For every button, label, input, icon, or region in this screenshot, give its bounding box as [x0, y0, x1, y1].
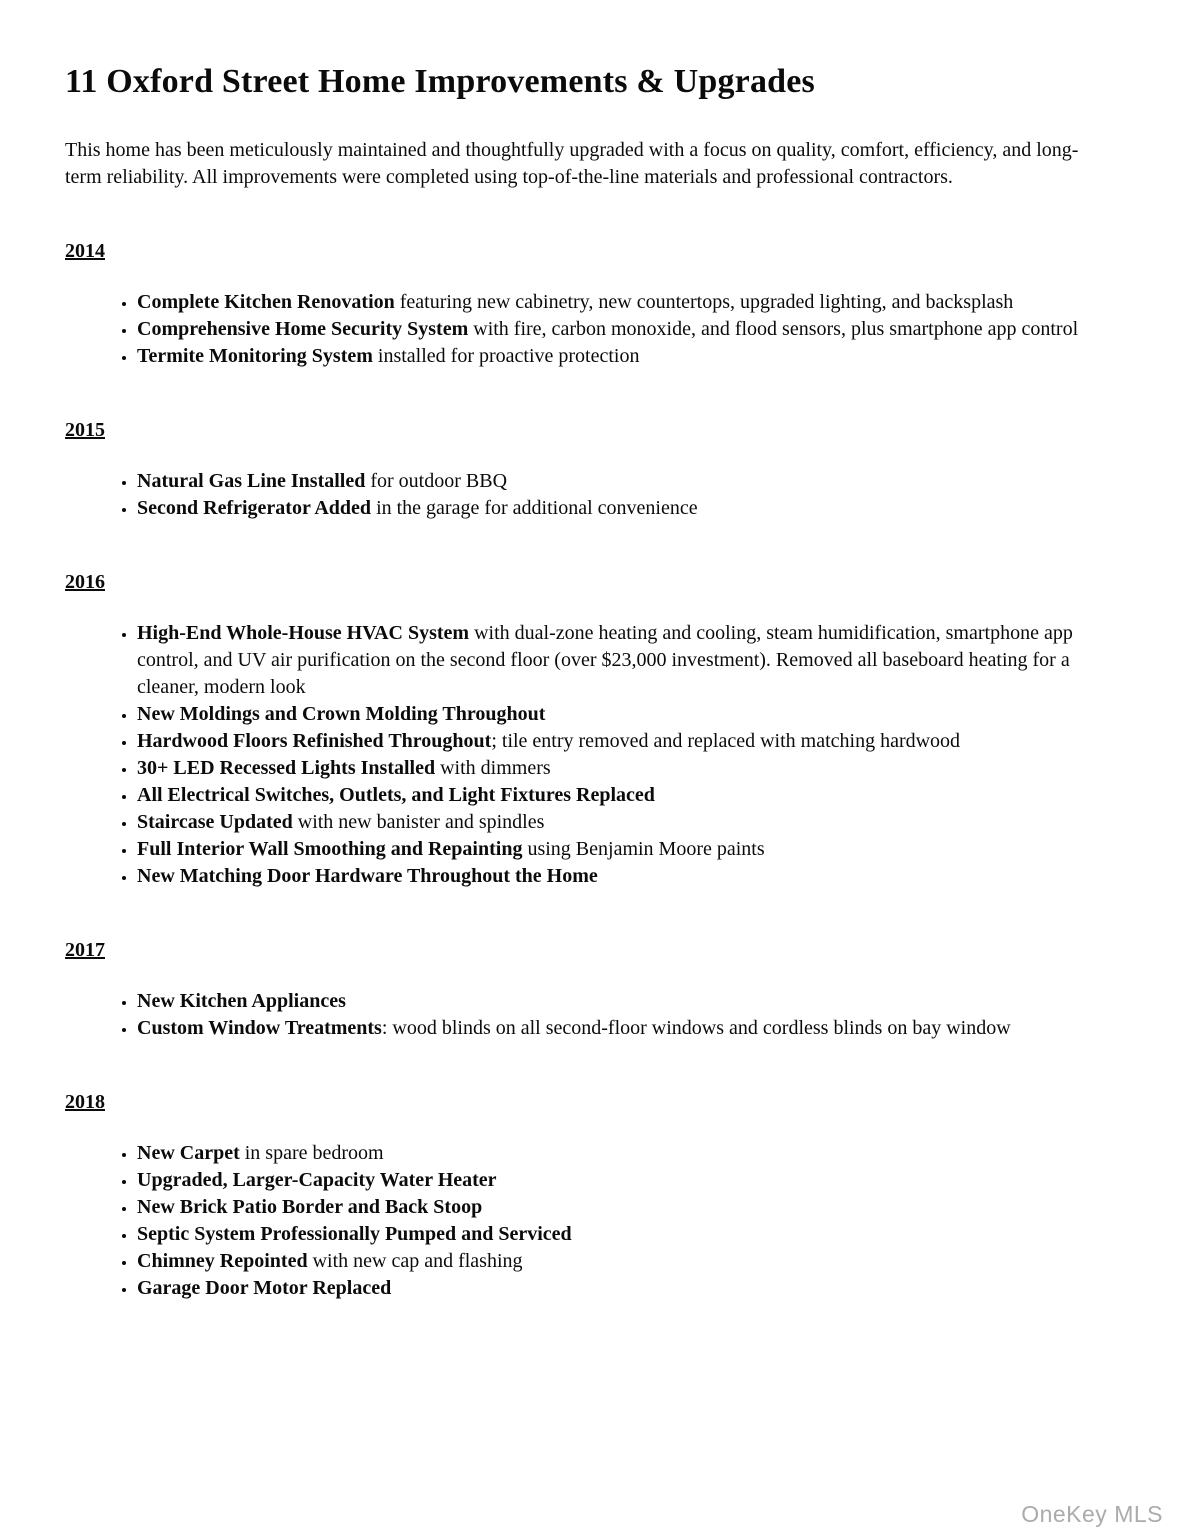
- page-title: 11 Oxford Street Home Improvements & Upgrades: [65, 63, 815, 100]
- improvement-item: [137, 836, 1107, 863]
- improvement-title: Termite Monitoring System: [137, 345, 373, 368]
- improvement-item: [137, 316, 1107, 343]
- improvement-title: Staircase Updated: [137, 811, 293, 834]
- improvement-item: [137, 701, 1107, 728]
- improvement-item: [137, 1140, 1107, 1167]
- year-section-2017: [65, 938, 1107, 1042]
- year-section-2018: [65, 1090, 1107, 1302]
- improvement-list: [65, 988, 1107, 1042]
- improvement-item: [137, 1248, 1107, 1275]
- improvement-detail: for outdoor BBQ: [365, 470, 508, 493]
- improvement-item: [137, 863, 1107, 890]
- improvement-detail: featuring new cabinetry, new countertops, upgraded lighting, and backsplash: [394, 291, 1014, 314]
- improvement-list: [65, 1140, 1107, 1302]
- improvement-title: New Matching Door Hardware Throughout the Home: [137, 865, 598, 888]
- improvement-detail: using Benjamin Moore paints: [522, 838, 765, 861]
- improvement-title: New Kitchen Appliances: [137, 990, 346, 1013]
- improvement-title: New Brick Patio Border and Back Stoop: [137, 1196, 483, 1219]
- improvement-list: [65, 289, 1107, 370]
- improvement-title: Second Refrigerator Added: [137, 497, 372, 520]
- year-heading: 2014: [65, 240, 105, 263]
- improvement-detail: with new cap and flashing: [307, 1250, 523, 1273]
- improvement-title: All Electrical Switches, Outlets, and Light Fixtures Replaced: [137, 784, 655, 807]
- year-heading: 2017: [65, 939, 105, 962]
- year-heading: 2018: [65, 1091, 105, 1114]
- watermark: OneKey MLS: [1021, 1501, 1163, 1527]
- improvement-title: Garage Door Motor Replaced: [137, 1277, 392, 1300]
- improvement-item: [137, 809, 1107, 836]
- improvement-title: Custom Window Treatments: [137, 1017, 382, 1040]
- improvement-title: New Carpet: [137, 1142, 240, 1165]
- improvement-title: Comprehensive Home Security System: [137, 318, 469, 341]
- improvement-title: Hardwood Floors Refinished Throughout: [137, 730, 492, 753]
- improvement-list: [65, 468, 1107, 522]
- improvement-detail: with fire, carbon monoxide, and flood sensors, plus smartphone app control: [468, 318, 1079, 341]
- improvement-detail: in the garage for additional convenience: [371, 497, 698, 520]
- improvement-title: Full Interior Wall Smoothing and Repainting: [137, 838, 523, 861]
- improvement-title: New Moldings and Crown Molding Throughout: [137, 703, 546, 726]
- improvement-detail: with dimmers: [435, 757, 551, 780]
- sections-container: [65, 239, 1107, 1302]
- improvement-item: [137, 782, 1107, 809]
- improvement-title: Septic System Professionally Pumped and Serviced: [137, 1223, 572, 1246]
- improvement-detail: with new banister and spindles: [292, 811, 545, 834]
- improvement-detail: installed for proactive protection: [372, 345, 640, 368]
- improvement-item: [137, 468, 1107, 495]
- improvement-item: [137, 620, 1107, 701]
- improvement-item: [137, 343, 1107, 370]
- year-heading: 2015: [65, 419, 105, 442]
- improvement-item: [137, 1275, 1107, 1302]
- year-section-2014: [65, 239, 1107, 370]
- year-section-2015: [65, 418, 1107, 522]
- improvement-list: [65, 620, 1107, 890]
- improvement-title: High-End Whole-House HVAC System: [137, 622, 470, 645]
- improvement-item: [137, 1221, 1107, 1248]
- improvement-detail: : wood blinds on all second-floor windows and cordless blinds on bay window: [381, 1017, 1011, 1040]
- improvement-item: [137, 1015, 1107, 1042]
- improvement-title: Chimney Repointed: [137, 1250, 308, 1273]
- improvement-title: 30+ LED Recessed Lights Installed: [137, 757, 436, 780]
- improvement-item: [137, 495, 1107, 522]
- improvement-title: Complete Kitchen Renovation: [137, 291, 395, 314]
- year-heading: 2016: [65, 571, 105, 594]
- improvement-detail: in spare bedroom: [239, 1142, 384, 1165]
- improvement-title: Upgraded, Larger-Capacity Water Heater: [137, 1169, 497, 1192]
- improvement-item: [137, 728, 1107, 755]
- year-section-2016: [65, 570, 1107, 890]
- improvement-item: [137, 1167, 1107, 1194]
- intro-paragraph: This home has been meticulously maintained and thoughtfully upgraded with a focus on quality, comfort, efficiency, and long-term reliability. All improvements were completed using top-of-the-line materials and professional contractors.: [65, 139, 1079, 189]
- improvement-item: [137, 755, 1107, 782]
- improvement-item: [137, 289, 1107, 316]
- improvement-item: [137, 988, 1107, 1015]
- improvement-detail: ; tile entry removed and replaced with matching hardwood: [491, 730, 961, 753]
- improvement-item: [137, 1194, 1107, 1221]
- improvement-title: Natural Gas Line Installed: [137, 470, 366, 493]
- improvement-detail: with dual-zone heating and cooling, steam humidification, smartphone app control, and UV air purification on the second floor (over $23,000 investment). Removed all baseboard heating for a cleaner, modern look: [137, 622, 1073, 699]
